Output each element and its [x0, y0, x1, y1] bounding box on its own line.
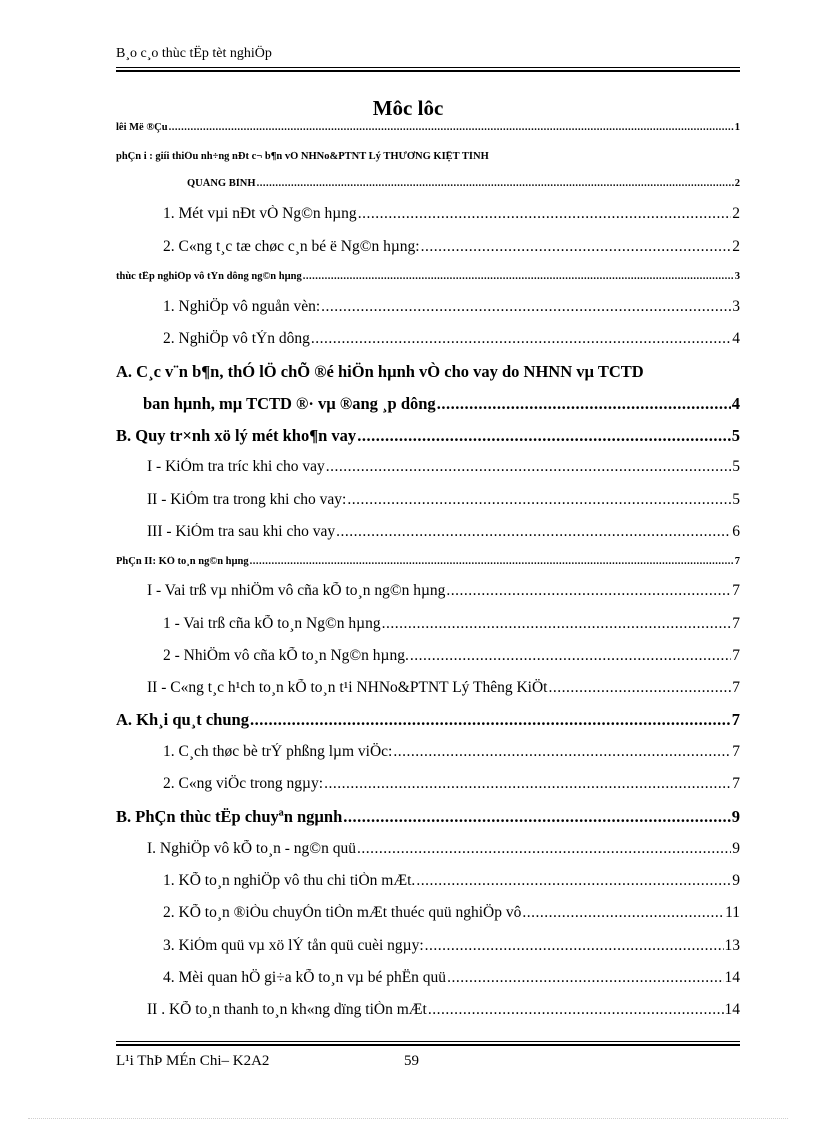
toc-entry: 3. KiÓm quü vµ xö lÝ tån quü cuèi ngµy: ..... 13 [163, 937, 740, 955]
toc-entry: QUẢNG BÌNH ..... 2 [187, 178, 740, 189]
footer-page-number: 59 [404, 1053, 419, 1069]
footer-rule [116, 1041, 740, 1042]
toc-entry: ban hµnh, mµ TCTD ®· vµ ®ang ¸p dông ..... 4 [143, 394, 740, 414]
toc-entry: II - C«ng t¸c h¹ch to¸n kÕ to¸n t¹i NHNo&PTNT Lý Thêng KiÖt ..... 7 [147, 679, 740, 697]
toc-entry: 2 - NhiÖm vô cña kÕ to¸n Ng©n hµng. ..... 7 [163, 647, 740, 665]
toc-entry: I. NghiÖp vô kÕ to¸n - ng©n quü ..... 9 [147, 840, 740, 858]
toc-entry: 1. C¸ch thøc bè trÝ phßng lµm viÖc: ..... 7 [163, 743, 740, 761]
toc-entry: A. C¸c v¨n b¶n, thÓ lÖ chÕ ®é hiÖn hµnh vÒ cho vay do NHNN vµ TCTD [116, 362, 644, 381]
toc-entry: 1. NghiÖp vô nguån vèn: ..... 3 [163, 298, 740, 316]
header-rule-thick [116, 70, 740, 72]
toc-entry: II . KÕ to¸n thanh to¸n kh«ng dïng tiÒn mÆt ..... 14 [147, 1001, 740, 1019]
toc-entry: III - KiÓm tra sau khi cho vay ..... 6 [147, 523, 740, 541]
toc-entry: PhÇn II: KÕ to¸n ng©n hµng ..... 7 [116, 556, 740, 567]
toc-entry: B. PhÇn thùc tËp chuyªn ngµnh ..... 9 [116, 807, 740, 827]
running-header: B¸o c¸o thùc tËp tèt nghiÖp [116, 46, 272, 61]
toc-entry: 2. NghiÖp vô tÝn dông ..... 4 [163, 330, 740, 348]
toc-entry: I - KiÓm tra tríc khi cho vay ..... 5 [147, 458, 740, 476]
toc-entry: 1. Mét vµi nÐt vÒ Ng©n hµng ..... 2 [163, 205, 740, 223]
toc-entry: 2. C«ng viÖc trong ngµy: ..... 7 [163, 775, 740, 793]
toc-entry: lêi Më ®Çu ..... 1 [116, 122, 740, 133]
toc-entry: 1 - Vai trß cña kÕ to¸n Ng©n hµng ..... 7 [163, 615, 740, 633]
toc-entry: thùc tËp nghiÖp vô tÝn dông ng©n hµng ..... 3 [116, 271, 740, 282]
toc-entry: 2. KÕ to¸n ®iÒu chuyÓn tiÒn mÆt thuéc quü nghiÖp vô ..... 11 [163, 904, 740, 922]
toc-entry: phÇn i : giíi thiÖu nh÷ng nÐt c¬ b¶n vÒ NHNo&PTNT Lý THƯỜNG KIỆT TỈNH [116, 151, 489, 162]
toc-entry: 1. KÕ to¸n nghiÖp vô thu chi tiÒn mÆt. ..... 9 [163, 872, 740, 890]
toc-entry: A. Kh¸i qu¸t chung ..... 7 [116, 710, 740, 730]
page-bottom-border [28, 1118, 788, 1119]
toc-title: Môc lôc [372, 96, 444, 120]
toc-entry: 4. Mèi quan hÖ gi÷a kÕ to¸n vµ bé phËn quü ..... 14 [163, 969, 740, 987]
header-rule [116, 67, 740, 68]
toc-entry: II - KiÓm tra trong khi cho vay: ..... 5 [147, 491, 740, 509]
toc-entry: I - Vai trß vµ nhiÖm vô cña kÕ to¸n ng©n hµng ..... 7 [147, 582, 740, 600]
footer-author: L¹i ThÞ MÉn Chi– K2A2 [116, 1053, 270, 1069]
footer-rule-thick [116, 1044, 740, 1046]
toc-entry: 2. C«ng t¸c tæ chøc c¸n bé ë Ng©n hµng: ..... 2 [163, 238, 740, 256]
toc-entry: B. Quy tr×nh xö lý mét kho¶n vay ..... 5 [116, 426, 740, 446]
